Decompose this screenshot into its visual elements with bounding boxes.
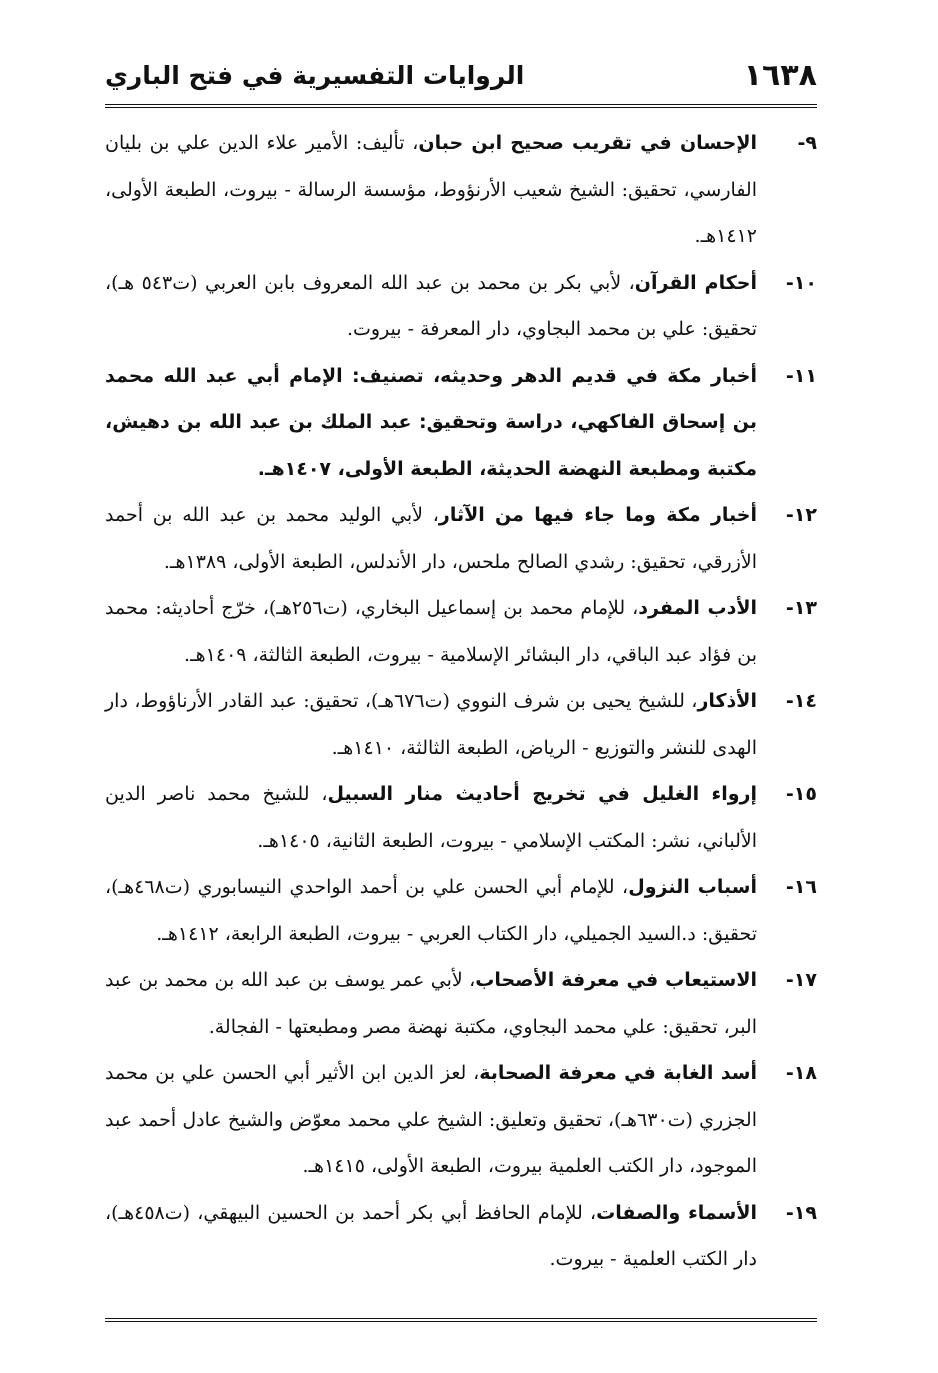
bibliography-entry-15 xyxy=(105,771,817,864)
entry-title: الإحسان في تقريب صحيح ابن حبان xyxy=(418,132,757,154)
entry-title: أخبار مكة وما جاء فيها من الآثار xyxy=(438,504,757,526)
entry-number: ١٥- xyxy=(785,783,817,805)
entry-number: ١٩- xyxy=(785,1201,817,1224)
entry-details: ، تصنيف: الإمام أبي عبد الله محمد بن إسحاق الفاكهي، دراسة وتحقيق: عبد الملك بن عبد الله بن دهيش، مكتبة ومطبعة النهضة الحديثة، الطبعة الأولى، ١٤٠٧هـ. xyxy=(105,364,757,480)
entry-title: الأسماء والصفات xyxy=(596,1201,757,1224)
page-header xyxy=(105,52,817,102)
bibliography-entry-18 xyxy=(105,1050,817,1190)
page-number: ١٦٣٨ xyxy=(743,58,817,93)
bibliography-list xyxy=(105,120,817,1283)
entry-number: ١١- xyxy=(785,364,817,387)
entry-number: ١٨- xyxy=(785,1062,817,1084)
header-rule xyxy=(105,104,817,108)
entry-title: أحكام القرآن xyxy=(634,271,757,294)
bibliography-entry-17 xyxy=(105,957,817,1050)
bibliography-entry-9 xyxy=(105,120,817,260)
bibliography-entry-16 xyxy=(105,864,817,957)
footer-rule xyxy=(105,1318,817,1322)
entry-title: أسباب النزول xyxy=(628,876,757,898)
entry-number: ١٤- xyxy=(785,690,817,712)
entry-title: إرواء الغليل في تخريج أحاديث منار السبيل xyxy=(327,783,758,805)
bibliography-entry-10 xyxy=(105,260,817,353)
entry-title: أسد الغابة في معرفة الصحابة xyxy=(479,1062,757,1084)
bibliography-entry-12 xyxy=(105,492,817,585)
entry-details: ، للإمام الحافظ أبي بكر أحمد بن الحسين البيهقي، (ت٤٥٨هـ)، دار الكتب العلمية - بيروت. xyxy=(105,1201,757,1270)
entry-details: ، لأبي الوليد محمد بن عبد الله بن أحمد الأزرقي، تحقيق: رشدي الصالح ملحس، دار الأندلس، الطبعة الأولى، ١٣٨٩هـ. xyxy=(105,504,757,573)
entry-number: ١٦- xyxy=(785,876,817,898)
bibliography-entry-11 xyxy=(105,353,817,493)
entry-details: ، لأبي بكر بن محمد بن عبد الله المعروف بابن العربي (ت٥٤٣ هـ)، تحقيق: علي بن محمد البجاوي، دار المعرفة - بيروت. xyxy=(105,271,757,340)
bibliography-entry-19 xyxy=(105,1190,817,1283)
entry-title: الاستيعاب في معرفة الأصحاب xyxy=(475,969,757,991)
entry-details: ، لعز الدين ابن الأثير أبي الحسن علي بن محمد الجزري (ت٦٣٠هـ)، تحقيق وتعليق: الشيخ علي محمد معوّض والشيخ عادل أحمد عبد الموجود، دار الكتب العلمية بيروت، الطبعة الأولى، ١٤١٥هـ. xyxy=(105,1062,757,1177)
running-title: الروايات التفسيرية في فتح الباري xyxy=(105,61,525,90)
bibliography-entry-13 xyxy=(105,585,817,678)
entry-title: الأذكار xyxy=(697,690,757,712)
entry-details: ، للشيخ محمد ناصر الدين الألباني، نشر: المكتب الإسلامي - بيروت، الطبعة الثانية، ١٤٠٥هـ. xyxy=(105,783,757,852)
entry-details: ، لأبي عمر يوسف بن عبد الله بن محمد بن عبد البر، تحقيق: علي محمد البجاوي، مكتبة نهضة مصر ومطبعتها - الفجالة. xyxy=(105,969,757,1038)
entry-number: ٩- xyxy=(797,132,817,154)
entry-number: ١٢- xyxy=(785,504,817,526)
entry-details: ، تأليف: الأمير علاء الدين علي بن بليان الفارسي، تحقيق: الشيخ شعيب الأرنؤوط، مؤسسة الرسالة - بيروت، الطبعة الأولى، ١٤١٢هـ. xyxy=(105,132,757,247)
entry-title: الأدب المفرد xyxy=(638,597,757,619)
entry-number: ١٣- xyxy=(785,597,817,619)
entry-number: ١٠- xyxy=(785,271,817,294)
entry-number: ١٧- xyxy=(785,969,817,991)
entry-details: ، للإمام أبي الحسن علي بن أحمد الواحدي النيسابوري (ت٤٦٨هـ)، تحقيق: د.السيد الجميلي، دار الكتاب العربي - بيروت، الطبعة الرابعة، ١٤١٢هـ. xyxy=(105,876,757,945)
entry-details: ، للإمام محمد بن إسماعيل البخاري، (ت٢٥٦هـ)، خرّج أحاديثه: محمد بن فؤاد عبد الباقي، دار البشائر الإسلامية - بيروت، الطبعة الثالثة، ١٤٠٩هـ. xyxy=(105,597,757,666)
entry-details: ، للشيخ يحيى بن شرف النووي (ت٦٧٦هـ)، تحقيق: عبد القادر الأرناؤوط، دار الهدى للنشر والتوزيع - الرياض، الطبعة الثالثة، ١٤١٠هـ. xyxy=(105,690,757,759)
entry-title: أخبار مكة في قديم الدهر وحديثه xyxy=(440,364,757,387)
bibliography-entry-14 xyxy=(105,678,817,771)
